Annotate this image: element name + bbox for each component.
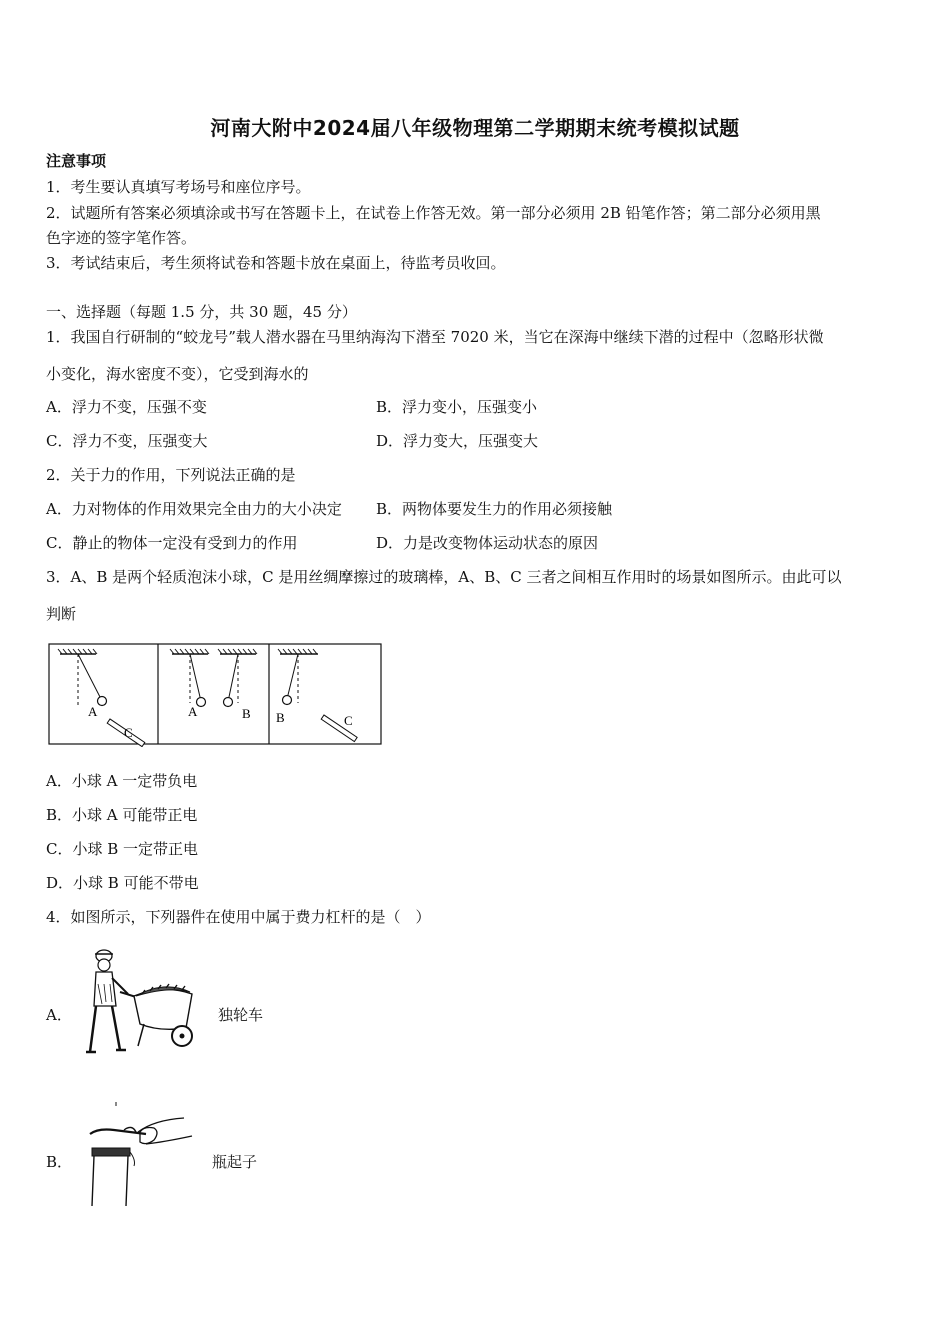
- question-2-option-c: C．静止的物体一定没有受到力的作用: [46, 534, 298, 552]
- question-3-stem-cont: 判断: [46, 605, 77, 623]
- figure-label-a: A: [88, 704, 98, 719]
- notice-item: 1．考生要认真填写考场号和座位序号。: [46, 178, 311, 196]
- question-1-option-c: C．浮力不变，压强变大: [46, 432, 208, 450]
- question-3-option-d: D．小球 B 可能不带电: [46, 874, 199, 892]
- question-3-option-a: A．小球 A 一定带负电: [46, 772, 198, 790]
- question-2-stem: 2．关于力的作用，下列说法正确的是: [46, 466, 296, 484]
- question-2-option-a: A．力对物体的作用效果完全由力的大小决定: [46, 500, 342, 518]
- question-1-stem: 1．我国自行研制的“蛟龙号”载人潜水器在马里纳海沟下潜至 7020 米，当它在深海中继续下潜的过程中（忽略形状微: [46, 328, 824, 346]
- charge-interaction-figure: [48, 643, 384, 747]
- support-hatch-icon: [278, 649, 318, 654]
- figure-label-c: C: [124, 725, 133, 740]
- question-4-stem: 4．如图所示，下列器件在使用中属于费力杠杆的是（ ）: [46, 908, 431, 926]
- support-hatch-icon: [170, 649, 257, 654]
- ball-b: [283, 696, 292, 705]
- figure-label-b: B: [242, 706, 251, 721]
- ball-b: [224, 698, 233, 707]
- bottle-opener-illustration: [84, 1100, 202, 1208]
- question-3-option-c: C．小球 B 一定带正电: [46, 840, 199, 858]
- question-2-option-b: B．两物体要发生力的作用必须接触: [376, 500, 613, 518]
- page-title: 河南大附中2024届八年级物理第二学期期末统考模拟试题: [210, 116, 740, 140]
- notice-item: 2．试题所有答案必须填涂或书写在答题卡上，在试卷上作答无效。第一部分必须用 2B 铅笔作答；第二部分必须用黑: [46, 204, 821, 222]
- question-1-option-a: A．浮力不变，压强不变: [46, 398, 207, 416]
- figure-label-b: B: [276, 710, 285, 725]
- question-4-option-a-name: 独轮车: [218, 1006, 264, 1024]
- wheelbarrow-illustration: [84, 944, 202, 1056]
- question-1-option-b: B．浮力变小，压强变小: [376, 398, 538, 416]
- support-hatch-icon: [58, 649, 97, 654]
- ball-a: [98, 697, 107, 706]
- question-4-option-a-letter: A．: [46, 1006, 72, 1024]
- question-4-option-b-letter: B．: [46, 1153, 73, 1171]
- section-heading: 一、选择题（每题 1.5 分，共 30 题，45 分）: [46, 303, 357, 321]
- question-2-option-d: D．力是改变物体运动状态的原因: [376, 534, 599, 552]
- question-4-option-b-name: 瓶起子: [212, 1153, 258, 1171]
- notice-heading: 注意事项: [46, 152, 107, 170]
- ball-a: [197, 698, 206, 707]
- figure-label-a: A: [188, 704, 198, 719]
- notice-item: 色字迹的签字笔作答。: [46, 229, 197, 247]
- question-1-option-d: D．浮力变大，压强变大: [376, 432, 539, 450]
- question-3-option-b: B．小球 A 可能带正电: [46, 806, 198, 824]
- question-3-stem: 3．A、B 是两个轻质泡沫小球，C 是用丝绸摩擦过的玻璃棒，A、B、C 三者之间相互作用时的场景如图所示。由此可以: [46, 568, 842, 586]
- question-1-stem-cont: 小变化，海水密度不变），它受到海水的: [46, 365, 309, 383]
- figure-label-c: C: [344, 713, 353, 728]
- notice-item: 3．考试结束后，考生须将试卷和答题卡放在桌面上，待监考员收回。: [46, 254, 506, 272]
